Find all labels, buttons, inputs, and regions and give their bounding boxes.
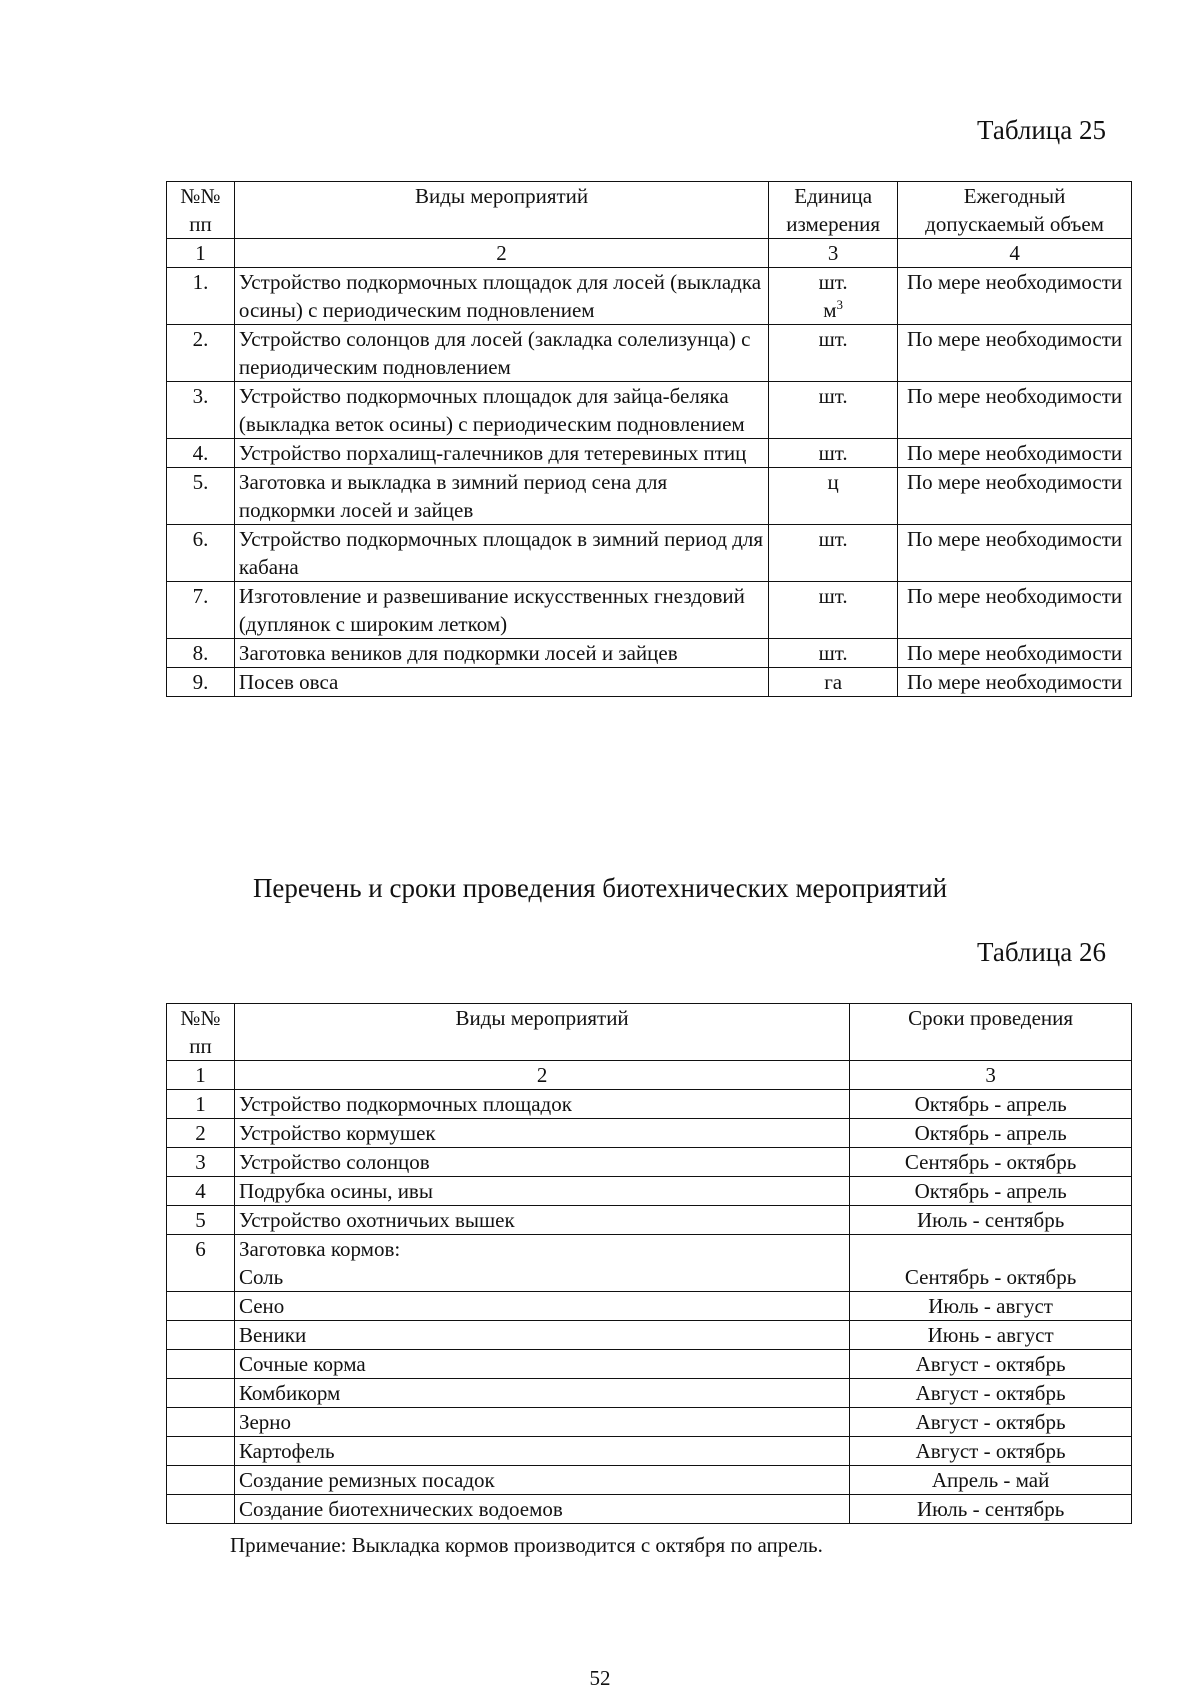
row-number: 6: [167, 1235, 235, 1292]
row-activity: Зерно: [234, 1408, 849, 1437]
row-period: Август - октябрь: [850, 1437, 1132, 1466]
row-volume: По мере необходимости: [898, 668, 1132, 697]
col-number: 3: [850, 1061, 1132, 1090]
row-unit: [769, 268, 898, 325]
row-period: Август - октябрь: [850, 1379, 1132, 1408]
row-activity: Изготовление и развешивание искусственных гнездовий (дуплянок с широким летком): [234, 582, 768, 639]
row-period: Сентябрь - октябрь: [850, 1148, 1132, 1177]
row-number: [167, 1350, 235, 1379]
header-unit: Единица измерения: [769, 182, 898, 239]
row-activity: Устройство кормушек: [234, 1119, 849, 1148]
row-number: [167, 1408, 235, 1437]
row-period: Сентябрь - октябрь: [850, 1235, 1132, 1292]
row-unit: шт.: [769, 382, 898, 439]
table-row: [167, 1437, 1132, 1466]
row-activity: Веники: [234, 1321, 849, 1350]
row-unit: шт.: [769, 582, 898, 639]
table-row: [167, 1466, 1132, 1495]
header-volume: Ежегодный допускаемый объем: [898, 182, 1132, 239]
row-activity: Устройство охотничьих вышек: [234, 1206, 849, 1235]
row-unit: шт.: [769, 639, 898, 668]
unit-base: м: [823, 298, 837, 322]
row-activity: Устройство порхалищ-галечников для тетеревиных птиц: [234, 439, 768, 468]
col-number: 1: [167, 239, 235, 268]
row-unit: ц: [769, 468, 898, 525]
row-period: Октябрь - апрель: [850, 1090, 1132, 1119]
table-26: [166, 1003, 1132, 1524]
row-activity: Посев овса: [234, 668, 768, 697]
row-number: 1.: [167, 268, 235, 325]
row-number: 2.: [167, 325, 235, 382]
row-activity: Создание ремизных посадок: [234, 1466, 849, 1495]
row-number: 9.: [167, 668, 235, 697]
table-row: [167, 668, 1132, 697]
row-number: 8.: [167, 639, 235, 668]
row-number: 7.: [167, 582, 235, 639]
row-activity: Заготовка и выкладка в зимний период сена для подкормки лосей и зайцев: [234, 468, 768, 525]
row-unit: шт.: [769, 439, 898, 468]
row-number: 1: [167, 1090, 235, 1119]
row-unit: шт.: [769, 525, 898, 582]
row-volume: По мере необходимости: [898, 268, 1132, 325]
col-number: 3: [769, 239, 898, 268]
table-row: [167, 525, 1132, 582]
row-activity: Картофель: [234, 1437, 849, 1466]
table-row: [167, 382, 1132, 439]
table-row: [167, 1148, 1132, 1177]
row-number: 5: [167, 1206, 235, 1235]
row-number: [167, 1466, 235, 1495]
row-volume: По мере необходимости: [898, 468, 1132, 525]
row-number: 3.: [167, 382, 235, 439]
table-header-row: [167, 1004, 1132, 1061]
row-number: [167, 1292, 235, 1321]
row-period: Июль - август: [850, 1292, 1132, 1321]
activity-group-heading: Заготовка кормов:: [238, 1237, 401, 1261]
header-period: Сроки проведения: [850, 1004, 1132, 1061]
row-period: Июль - сентябрь: [850, 1206, 1132, 1235]
row-period: Август - октябрь: [850, 1350, 1132, 1379]
table-25: [166, 181, 1132, 697]
table-header-row: [167, 182, 1132, 239]
row-activity: [234, 1235, 849, 1292]
unit-value-cubic: [773, 296, 893, 324]
unit-value: шт.: [818, 270, 848, 294]
table-row: [167, 1350, 1132, 1379]
col-number: 4: [898, 239, 1132, 268]
row-activity: Комбикорм: [234, 1379, 849, 1408]
table-26-caption: Таблица 26: [977, 937, 1106, 967]
table-row: [167, 1206, 1132, 1235]
row-activity: Устройство солонцов: [234, 1148, 849, 1177]
row-activity: Устройство подкормочных площадок в зимний период для кабана: [234, 525, 768, 582]
row-activity: Подрубка осины, ивы: [234, 1177, 849, 1206]
table-row: [167, 1321, 1132, 1350]
row-number: 2: [167, 1119, 235, 1148]
column-number-row: [167, 239, 1132, 268]
table-row: [167, 639, 1132, 668]
header-activity: Виды мероприятий: [234, 1004, 849, 1061]
table-26-note: Примечание: Выкладка кормов производится с октября по апрель.: [230, 1533, 823, 1557]
row-period: Июль - сентябрь: [850, 1495, 1132, 1524]
header-number: №№ пп: [167, 182, 235, 239]
table-row: [167, 1235, 1132, 1292]
row-period: Апрель - май: [850, 1466, 1132, 1495]
row-activity: Сочные корма: [234, 1350, 849, 1379]
col-number: 1: [167, 1061, 235, 1090]
table-row: [167, 325, 1132, 382]
table-row: [167, 468, 1132, 525]
table-row: [167, 1090, 1132, 1119]
row-volume: По мере необходимости: [898, 582, 1132, 639]
row-activity: Устройство подкормочных площадок для лосей (выкладка осины) с периодическим подновлением: [234, 268, 768, 325]
row-period: Октябрь - апрель: [850, 1177, 1132, 1206]
row-unit: шт.: [769, 325, 898, 382]
table-25-caption: Таблица 25: [977, 115, 1106, 145]
row-activity: Создание биотехнических водоемов: [234, 1495, 849, 1524]
col-number: 2: [234, 239, 768, 268]
page-number: 52: [589, 1666, 611, 1690]
table-row: [167, 1292, 1132, 1321]
row-number: [167, 1437, 235, 1466]
col-number: 2: [234, 1061, 849, 1090]
row-volume: По мере необходимости: [898, 639, 1132, 668]
activity-item: Соль: [238, 1265, 284, 1289]
column-number-row: [167, 1061, 1132, 1090]
row-volume: По мере необходимости: [898, 439, 1132, 468]
section-heading: Перечень и сроки проведения биотехнических мероприятий: [252, 873, 948, 903]
row-number: 4: [167, 1177, 235, 1206]
header-activity: Виды мероприятий: [234, 182, 768, 239]
row-volume: По мере необходимости: [898, 382, 1132, 439]
row-volume: По мере необходимости: [898, 525, 1132, 582]
table-row: [167, 1495, 1132, 1524]
row-period: Август - октябрь: [850, 1408, 1132, 1437]
row-activity: Устройство солонцов для лосей (закладка солелизунца) с периодическим подновлением: [234, 325, 768, 382]
row-number: 4.: [167, 439, 235, 468]
table-row: [167, 439, 1132, 468]
row-number: [167, 1495, 235, 1524]
row-volume: По мере необходимости: [898, 325, 1132, 382]
row-activity: Заготовка веников для подкормки лосей и зайцев: [234, 639, 768, 668]
row-period: Октябрь - апрель: [850, 1119, 1132, 1148]
row-number: 6.: [167, 525, 235, 582]
table-row: [167, 1119, 1132, 1148]
row-activity: Сено: [234, 1292, 849, 1321]
table-row: [167, 1408, 1132, 1437]
row-activity: Устройство подкормочных площадок: [234, 1090, 849, 1119]
row-unit: га: [769, 668, 898, 697]
row-number: [167, 1379, 235, 1408]
header-number: №№ пп: [167, 1004, 235, 1061]
table-row: [167, 268, 1132, 325]
table-row: [167, 1177, 1132, 1206]
row-number: [167, 1321, 235, 1350]
row-period: Июнь - август: [850, 1321, 1132, 1350]
row-number: 5.: [167, 468, 235, 525]
unit-exponent: 3: [836, 297, 844, 312]
row-number: 3: [167, 1148, 235, 1177]
row-activity: Устройство подкормочных площадок для зайца-беляка (выкладка веток осины) с периодическим подновлением: [234, 382, 768, 439]
table-row: [167, 1379, 1132, 1408]
table-row: [167, 582, 1132, 639]
